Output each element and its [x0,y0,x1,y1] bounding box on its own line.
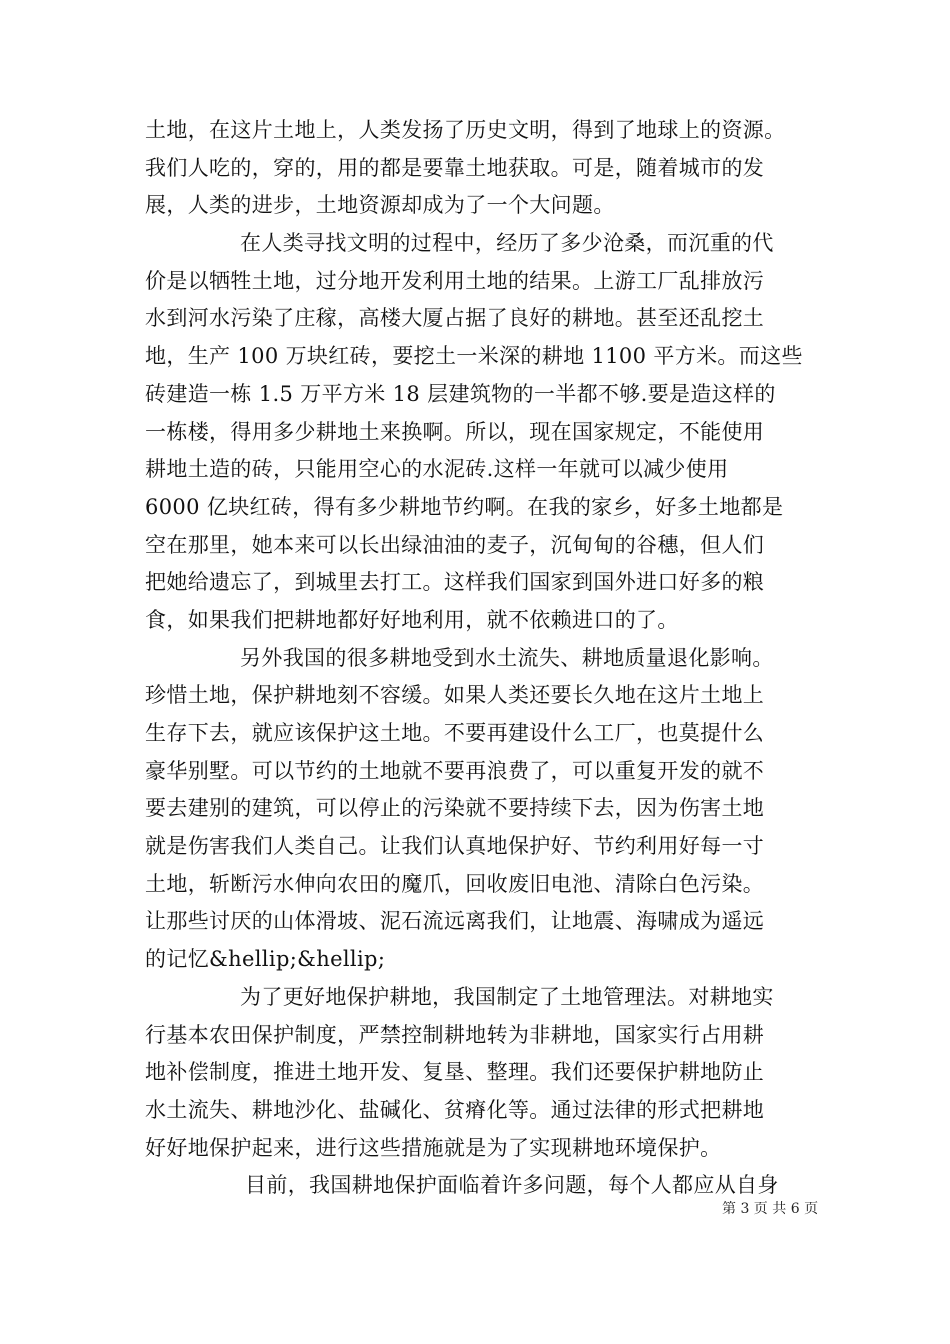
paragraph-start-line: 目前，我国耕地保护面临着许多问题，每个人都应从自身 [245,1173,779,1198]
text-line: 让那些讨厌的山体滑坡、泥石流远离我们，让地震、海啸成为遥远 [145,909,765,934]
text-line: 就是伤害我们人类自己。让我们认真地保护好、节约利用好每一寸 [145,834,765,859]
text-line: 地补偿制度，推进土地开发、复垦、整理。我们还要保护耕地防止 [145,1060,765,1085]
text-line: 好好地保护起来，进行这些措施就是为了实现耕地环境保护。 [145,1135,722,1160]
paragraph-start-line: 在人类寻找文明的过程中，经历了多少沧桑，而沉重的代 [240,231,774,256]
text-line: 空在那里，她本来可以长出绿油油的麦子，沉甸甸的谷穗，但人们 [145,532,765,557]
text-line: 价是以牺牲土地，过分地开发利用土地的结果。上游工厂乱排放污 [145,268,765,293]
text-line: 土地，斩断污水伸向农田的魔爪，回收废旧电池、清除白色污染。 [145,871,765,896]
text-line: 展，人类的进步，土地资源却成为了一个大问题。 [145,193,615,218]
text-line: 生存下去，就应该保护这土地。不要再建设什么工厂，也莫提什么 [145,721,765,745]
text-line: 地，生产 100 万块红砖，要挖土一米深的耕地 1100 平方米。而这些 [145,344,803,369]
text-line: 豪华别墅。可以节约的土地就不要再浪费了，可以重复开发的就不 [145,758,765,783]
paragraph-start-line: 为了更好地保护耕地，我国制定了土地管理法。对耕地实 [240,984,774,1009]
text-line: 的记忆&hellip;&hellip; [145,947,386,972]
text-line: 耕地土造的砖，只能用空心的水泥砖.这样一年就可以减少使用 [145,457,729,482]
text-line: 行基本农田保护制度，严禁控制耕地转为非耕地，国家实行占用耕 [145,1022,765,1047]
document-body [145,112,810,1205]
text-line: 我们人吃的，穿的，用的都是要靠土地获取。可是，随着城市的发 [145,155,765,180]
text-line: 要去建别的建筑，可以停止的污染就不要持续下去，因为伤害土地 [145,796,765,821]
text-line: 土地，在这片土地上，人类发扬了历史文明，得到了地球上的资源。 [145,118,786,142]
text-line: 水土流失、耕地沙化、盐碱化、贫瘠化等。通过法律的形式把耕地 [145,1097,765,1122]
text-line: 一栋楼，得用多少耕地土来换啊。所以，现在国家规定，不能使用 [145,419,765,444]
text-line: 6000 亿块红砖，得有多少耕地节约啊。在我的家乡，好多土地都是 [145,494,784,519]
text-line: 把她给遗忘了，到城里去打工。这样我们国家到国外进口好多的粮 [145,570,765,595]
text-line: 珍惜土地，保护耕地刻不容缓。如果人类还要长久地在这片土地上 [145,683,765,708]
text-line: 砖建造一栋 1.5 万平方米 18 层建筑物的一半都不够.要是造这样的 [145,381,776,406]
paragraph-start-line: 另外我国的很多耕地受到水土流失、耕地质量退化影响。 [240,645,774,670]
page-number: 第 3 页 共 6 页 [722,1201,819,1217]
text-line: 水到河水污染了庄稼，高楼大厦占据了良好的耕地。甚至还乱挖土 [145,306,765,331]
text-line: 食，如果我们把耕地都好好地利用，就不依赖进口的了。 [145,607,679,632]
